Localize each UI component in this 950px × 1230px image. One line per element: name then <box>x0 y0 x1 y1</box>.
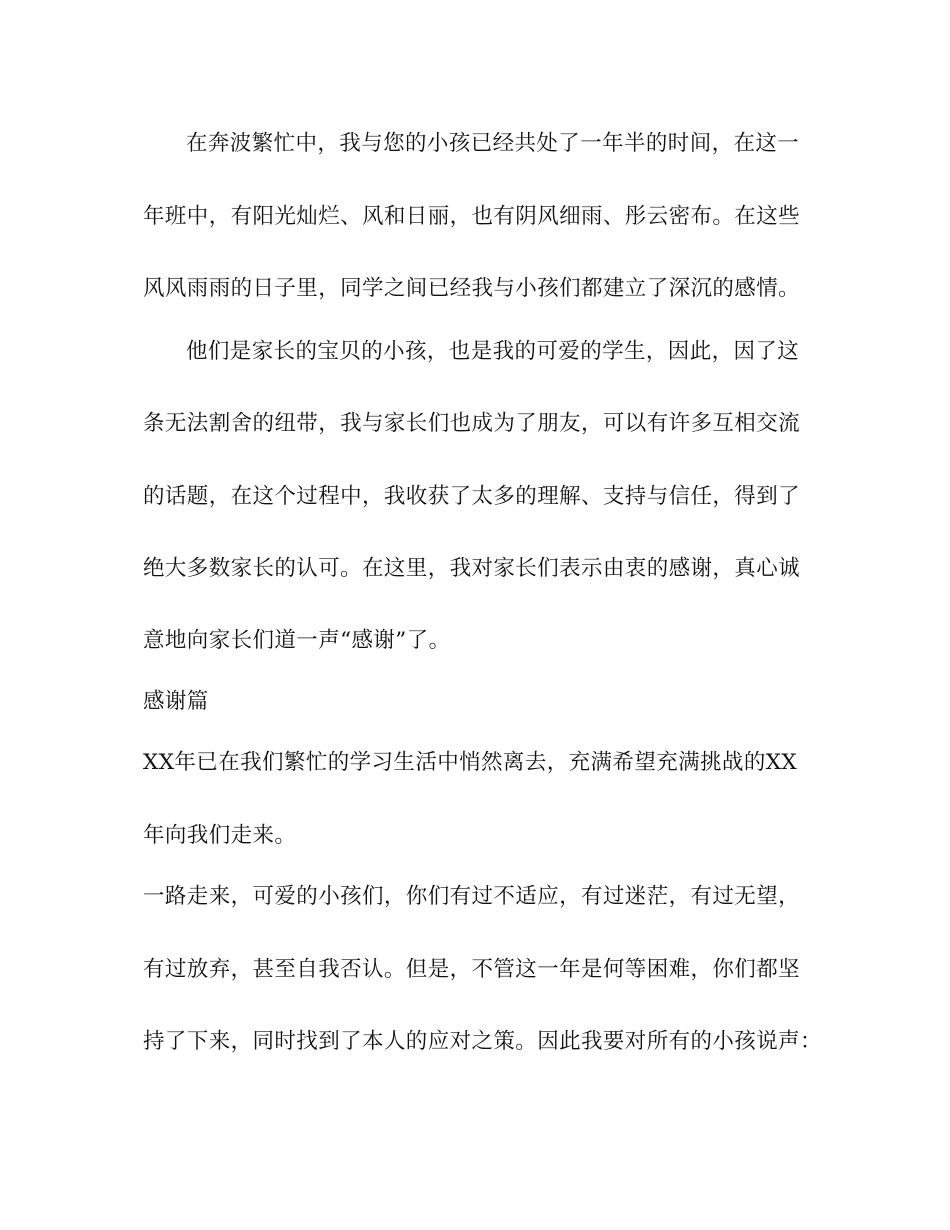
paragraph-3-line-1: XX年已在我们繁忙的学习生活中悄然离去，充满希望充满挑战的XX <box>143 750 798 775</box>
paragraph-1-line-2: 年班中，有阳光灿烂、风和日丽，也有阴风细雨、彤云密布。在这些 <box>143 204 801 229</box>
paragraph-2-line-5: 意地向家长们道一声“感谢”了。 <box>143 628 451 653</box>
paragraph-2-line-4: 绝大多数家长的认可。在这里，我对家长们表示由衷的感谢，真心诚 <box>143 556 801 581</box>
paragraph-3-line-2: 年向我们走来。 <box>143 823 297 848</box>
paragraph-2-line-3: 的话题，在这个过程中，我收获了太多的理解、支持与信任，得到了 <box>143 484 801 509</box>
paragraph-1-line-3: 风风雨雨的日子里，同学之间已经我与小孩们都建立了深沉的感情。 <box>143 276 801 301</box>
paragraph-2-line-2: 条无法割舍的纽带，我与家长们也成为了朋友，可以有许多互相交流 <box>143 411 801 436</box>
section-heading: 感谢篇 <box>143 689 209 714</box>
paragraph-1-line-1: 在奔波繁忙中，我与您的小孩已经共处了一年半的时间，在这一 <box>186 131 800 156</box>
paragraph-4-line-3: 持了下来，同时找到了本人的应对之策。因此我要对所有的小孩说声： <box>143 1029 822 1054</box>
paragraph-2-line-1: 他们是家长的宝贝的小孩，也是我的可爱的学生，因此，因了这 <box>186 339 800 364</box>
paragraph-4-line-1: 一路走来，可爱的小孩们，你们有过不适应，有过迷茫，有过无望， <box>143 884 801 909</box>
paragraph-4-line-2: 有过放弃，甚至自我否认。但是，不管这一年是何等困难，你们都坚 <box>143 957 801 982</box>
